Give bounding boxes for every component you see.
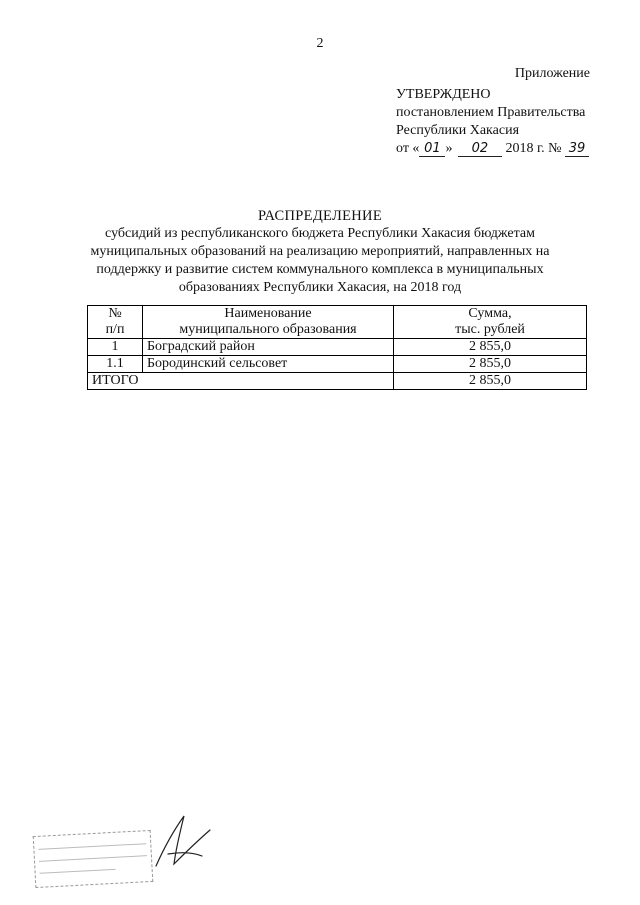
header-sum-line2: тыс. рублей [455, 322, 525, 337]
header-name [143, 306, 394, 339]
document-heading [0, 207, 640, 297]
approved-label: УТВЕРЖДЕНО [396, 87, 491, 102]
seal-stamp [33, 830, 154, 888]
row-number: 1.1 [88, 356, 143, 373]
date-month: 02 [458, 142, 502, 157]
date-prefix: от « [396, 141, 420, 156]
total-row [88, 373, 587, 390]
table-row [88, 339, 587, 356]
row-sum: 2 855,0 [394, 356, 587, 373]
header-number-line2: п/п [105, 322, 125, 337]
total-label: ИТОГО [88, 373, 394, 390]
date-year: 2018 г. № [505, 141, 562, 156]
heading-subtitle: субсидий из республиканского бюджета Республики Хакасия бюджетам муниципальных образований на реализацию мероприятий, направленных на поддержку и развитие систем коммунального комплекса в муниципальных образованиях Республики Хакасия, на 2018 год [90, 226, 550, 295]
approval-block [396, 86, 589, 158]
total-sum: 2 855,0 [394, 373, 587, 390]
header-name-line1: Наименование [224, 306, 312, 321]
table-row [88, 356, 587, 373]
header-number-line1: № [108, 306, 122, 321]
date-day: 01 [419, 142, 445, 157]
approval-line-2: Республики Хакасия [396, 123, 520, 138]
row-sum: 2 855,0 [394, 339, 587, 356]
header-number [88, 306, 143, 339]
heading-title: РАСПРЕДЕЛЕНИЕ [258, 208, 382, 224]
approval-line-1: постановлением Правительства [396, 105, 586, 120]
table-header-row [88, 306, 587, 339]
date-quote-close: » [445, 141, 453, 156]
header-sum [394, 306, 587, 339]
header-sum-line1: Сумма, [468, 306, 512, 321]
signature-mark [150, 808, 220, 874]
row-number: 1 [88, 339, 143, 356]
page-number: 2 [316, 36, 324, 51]
row-name: Боградский район [143, 339, 394, 356]
doc-number: 39 [565, 142, 589, 157]
header-name-line2: муниципального образования [179, 322, 357, 337]
approval-date-line [396, 140, 589, 158]
subsidy-table [87, 305, 587, 390]
appendix-label: Приложение [514, 66, 590, 81]
row-name: Бородинский сельсовет [143, 356, 394, 373]
